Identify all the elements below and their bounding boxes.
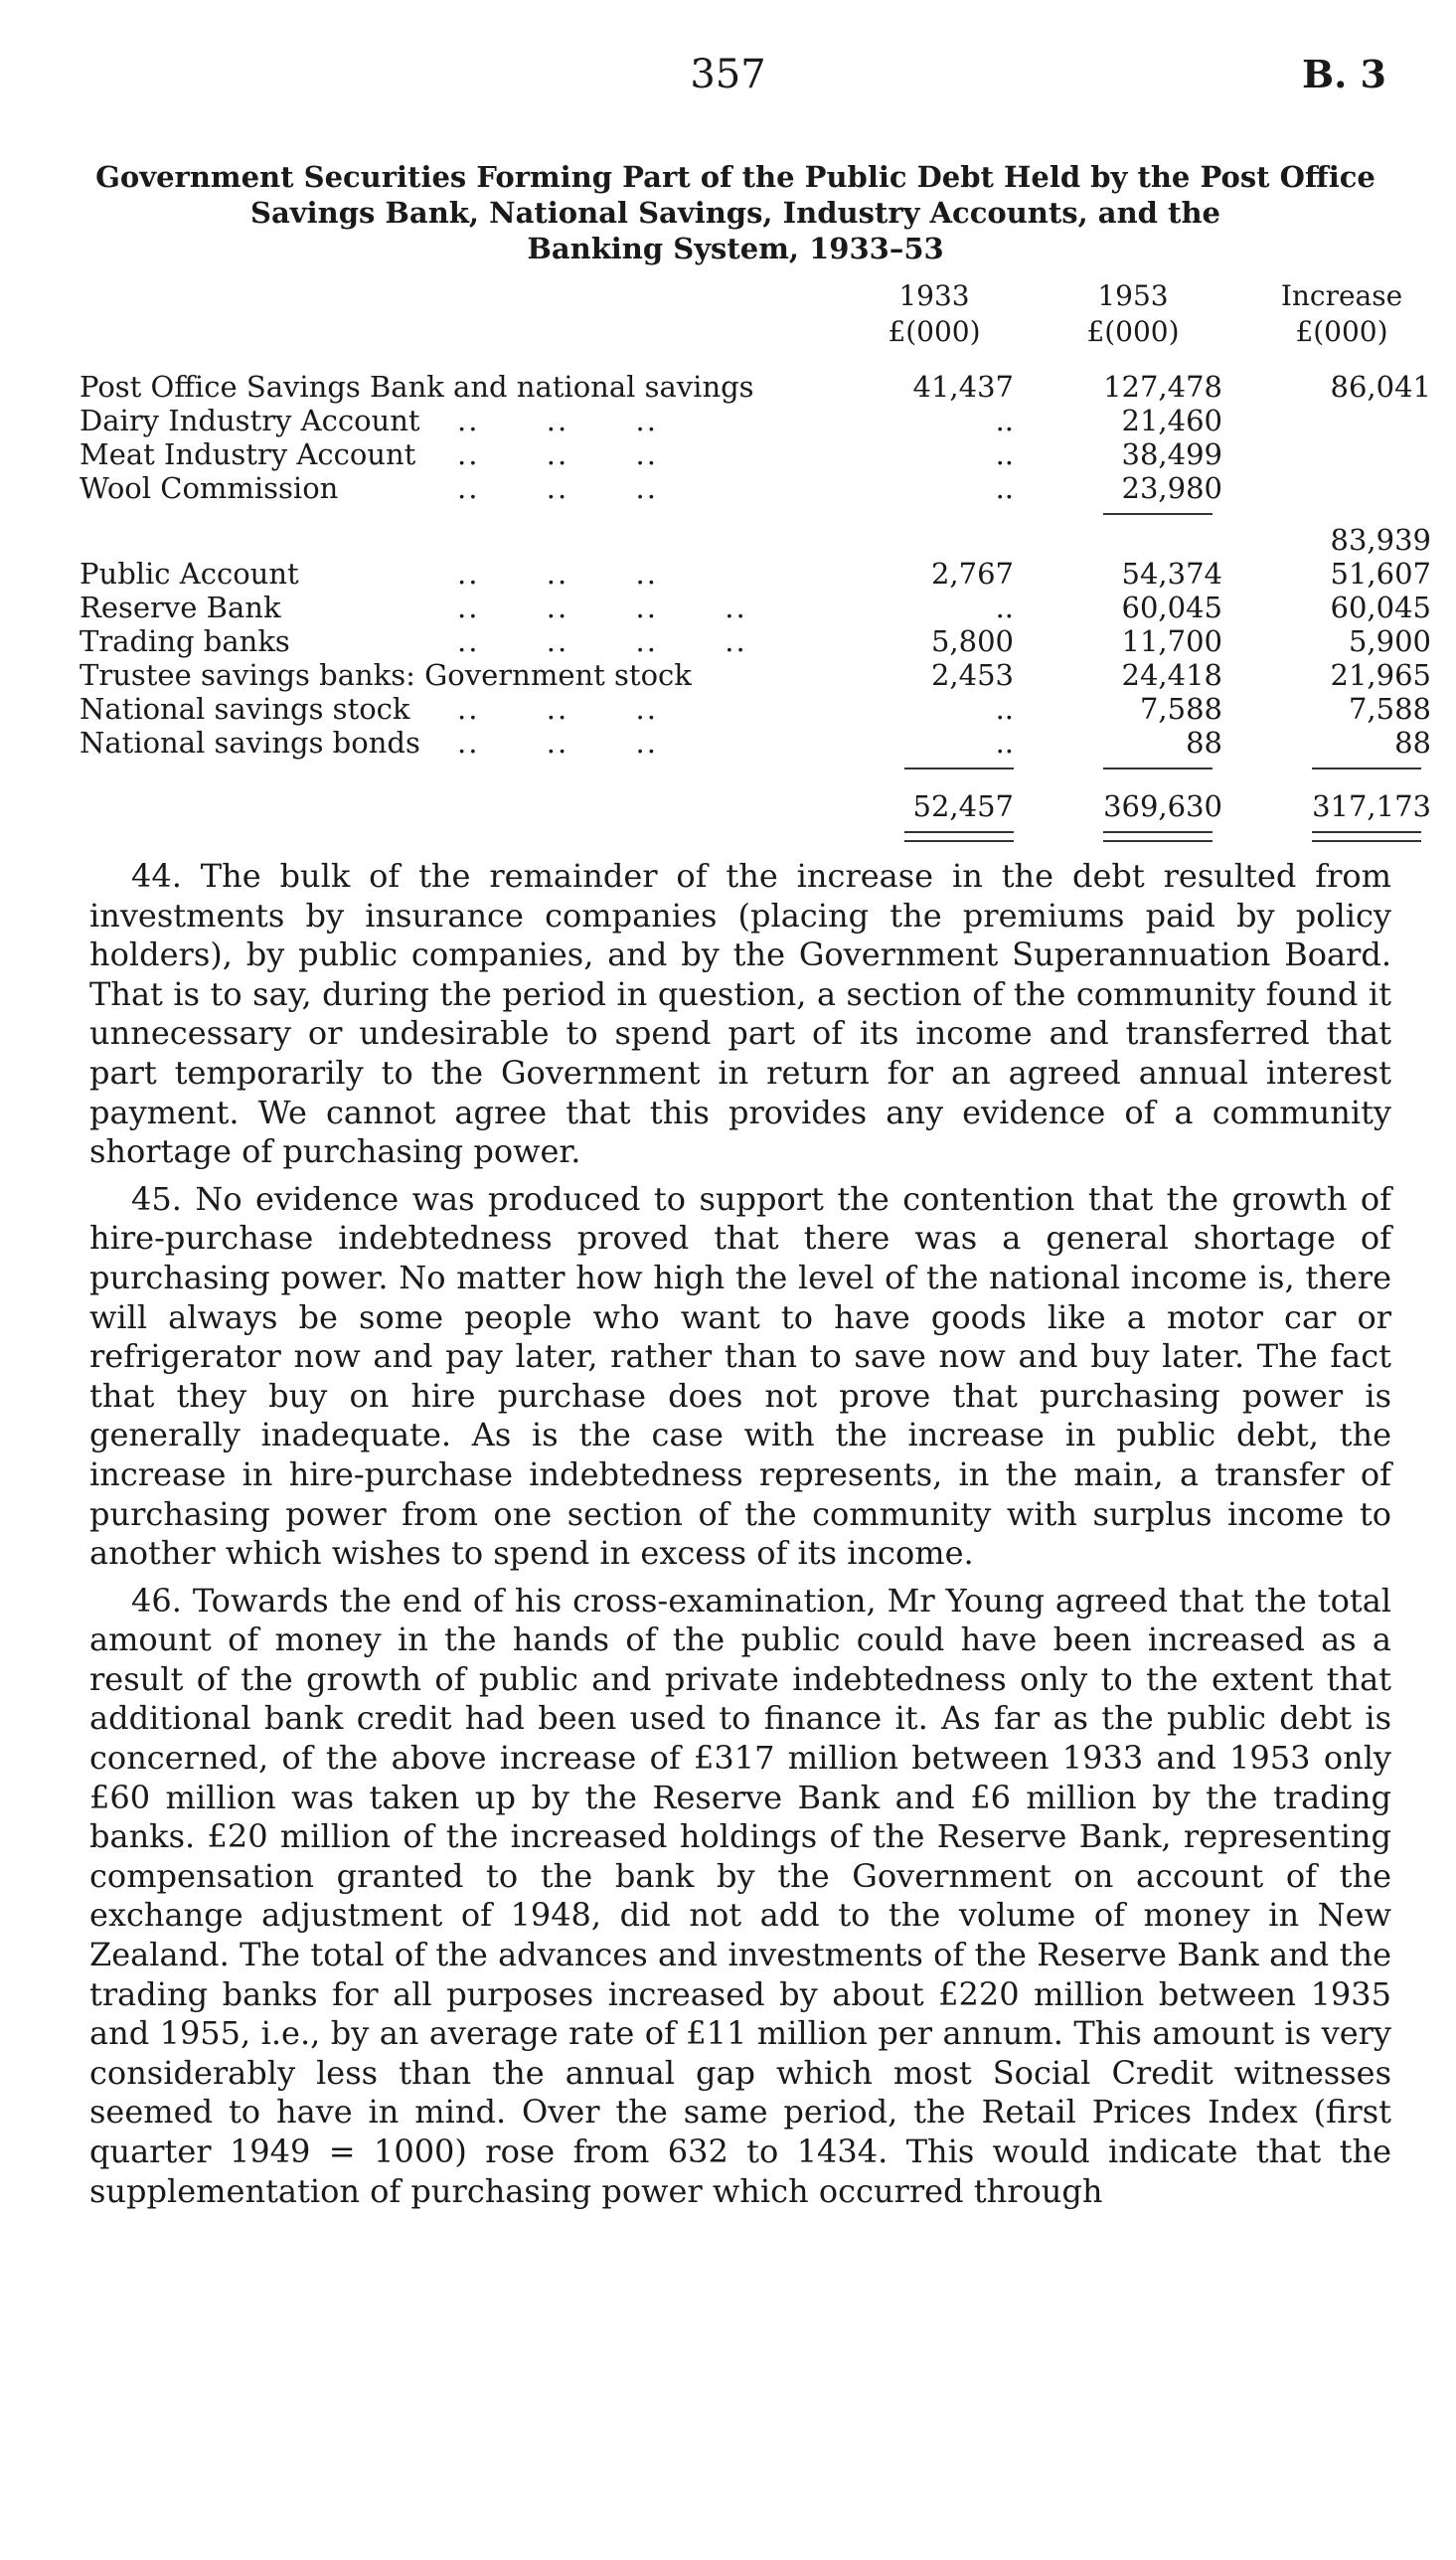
double-rule <box>1312 831 1421 842</box>
row-label: Public Account <box>80 557 299 591</box>
cell-1953: 60,045 <box>1121 591 1222 624</box>
cell-1933: 2,453 <box>930 658 1014 692</box>
row-label: National savings stock <box>80 692 410 726</box>
cell-1953: 88 <box>1186 726 1222 760</box>
cell-1933: .. <box>995 726 1014 760</box>
table-row <box>80 726 1431 760</box>
table-row <box>80 557 1431 591</box>
cell-1953: 7,588 <box>1139 692 1222 726</box>
table-row <box>80 658 1431 692</box>
cell-1933: .. <box>995 692 1014 726</box>
cell-1933: .. <box>995 404 1014 437</box>
cell-1953: 23,980 <box>1121 471 1222 505</box>
cell-increase: 86,041 <box>1330 370 1431 404</box>
paragraph-45: 45. No evidence was produced to support the contention that the growth of hire-purchase indebtedness proved that there was a general shortage of purchasing power. No matter how high the level of the national income is, there will always be some people who want to have goods like a motor car or refrigerator now and pay later, rather than to save now and buy later. The fact that they buy on hire purchase does not prove that purchasing power is generally inadequate. As is the case with the increase in public debt, the increase in hire-purchase indebtedness represents, in the main, a transfer of purchasing power from one section of the community with surplus income to another which wishes to spend in excess of its income. <box>89 1179 1391 1573</box>
leader-dots: .. .. .. .. <box>457 591 747 624</box>
total-rule <box>1103 768 1213 769</box>
cell-1953: 21,460 <box>1121 404 1222 437</box>
table-group-1 <box>80 370 1431 557</box>
total-rule <box>1312 768 1421 769</box>
leader-dots: .. .. .. <box>457 471 658 505</box>
leader-dots: .. .. .. <box>457 557 658 591</box>
total-1933: 52,457 <box>912 789 1014 823</box>
table-row <box>80 624 1431 658</box>
body-text <box>89 857 1391 2219</box>
total-1953: 369,630 <box>1103 789 1222 823</box>
table-row <box>80 404 1372 437</box>
leader-dots: .. .. .. <box>457 726 658 760</box>
cell-1953: 11,700 <box>1121 624 1222 658</box>
cell-increase: 5,900 <box>1348 624 1431 658</box>
column-header-increase: Increase £(000) <box>1280 279 1403 348</box>
table-title-line: Savings Bank, National Savings, Industry Accounts, and the <box>250 196 1220 230</box>
double-rule <box>1103 831 1213 842</box>
totals-row <box>80 777 1431 837</box>
paragraph-44: 44. The bulk of the remainder of the increase in the debt resulted from investments by insurance companies (placing the premiums paid by policy holders), by public companies, and by the Government Superannuation Board. That is to say, during the period in question, a section of the community found it unnecessary or undesirable to spend part of its income and transferred that part temporarily to the Government in return for an agreed annual interest payment. We cannot agree that this provides any evidence of a community shortage of purchasing power. <box>89 857 1391 1171</box>
row-label: Meat Industry Account <box>80 437 416 471</box>
total-increase: 317,173 <box>1312 789 1431 823</box>
cell-increase: 88 <box>1394 726 1431 760</box>
cell-1933: .. <box>995 591 1014 624</box>
cell-1933: .. <box>995 471 1014 505</box>
cell-1933: .. <box>995 437 1014 471</box>
table-row <box>80 591 1431 624</box>
row-label: Dairy Industry Account <box>80 404 420 437</box>
page-number: 357 <box>690 52 766 97</box>
total-rule-row <box>80 760 1372 777</box>
row-label: Reserve Bank <box>80 591 281 624</box>
table-row <box>80 370 1431 404</box>
series-code: B. 3 <box>1301 52 1386 96</box>
cell-increase: 51,607 <box>1330 557 1431 591</box>
leader-dots: .. .. .. <box>457 692 658 726</box>
table-title-line: Banking System, 1933–53 <box>527 232 944 265</box>
table-group-2 <box>80 557 1431 760</box>
subtotal-rule <box>1103 513 1213 515</box>
table-title-line: Government Securities Forming Part of the Public Debt Held by the Post Office <box>95 160 1375 194</box>
cell-increase: 21,965 <box>1330 658 1431 692</box>
securities-table <box>80 278 1431 837</box>
row-label: Trustee savings banks: Government stock <box>80 658 692 692</box>
cell-1953: 24,418 <box>1121 658 1222 692</box>
leader-dots: .. .. .. <box>457 404 658 437</box>
row-label: Post Office Savings Bank and national savings <box>80 370 754 404</box>
cell-1933: 5,800 <box>930 624 1014 658</box>
column-headers <box>80 278 1403 370</box>
leader-dots: .. .. .. <box>457 437 658 471</box>
table-row <box>80 692 1431 726</box>
total-rule <box>904 768 1014 769</box>
cell-1953: 127,478 <box>1103 370 1222 404</box>
table-title <box>80 159 1391 266</box>
table-row <box>80 471 1372 505</box>
row-label: Trading banks <box>80 624 290 658</box>
cell-1953: 38,499 <box>1121 437 1222 471</box>
subtotal-increase: 83,939 <box>1330 523 1431 557</box>
cell-1933: 2,767 <box>930 557 1014 591</box>
paragraph-46: 46. Towards the end of his cross-examination, Mr Young agreed that the total amount of money in the hands of the public could have been increased as a result of the growth of public and private indebtedness only to the extent that additional bank credit had been used to finance it. As far as the public debt is concerned, of the above increase of £317 million between 1933 and 1953 only £60 million was taken up by the Reserve Bank and £6 million by the trading banks. £20 million of the increased holdings of the Reserve Bank, representing compensation granted to the bank by the Government on account of the exchange adjustment of 1948, did not add to the volume of money in New Zealand. The total of the advances and investments of the Reserve Bank and the trading banks for all purposes increased by about £220 million between 1935 and 1955, i.e., by an average rate of £11 million per annum. This amount is very considerably less than the annual gap which most Social Credit witnesses seemed to have in mind. Over the same period, the Retail Prices Index (first quarter 1949 = 1000) rose from 632 to 1434. This would indicate that the supplementation of purchasing power which occurred through <box>89 1581 1391 2210</box>
table-row <box>80 437 1372 471</box>
double-rule <box>904 831 1014 842</box>
leader-dots: .. .. .. .. <box>457 624 747 658</box>
row-label: Wool Commission <box>80 471 339 505</box>
row-label: National savings bonds <box>80 726 420 760</box>
column-header-1953: 1953 £(000) <box>1086 279 1180 348</box>
cell-1933: 41,437 <box>912 370 1014 404</box>
column-header-1933: 1933 £(000) <box>888 279 981 348</box>
subtotal-row <box>80 523 1431 557</box>
subtotal-rule-row <box>80 505 1372 523</box>
cell-increase: 60,045 <box>1330 591 1431 624</box>
cell-1953: 54,374 <box>1121 557 1222 591</box>
cell-increase: 7,588 <box>1348 692 1431 726</box>
